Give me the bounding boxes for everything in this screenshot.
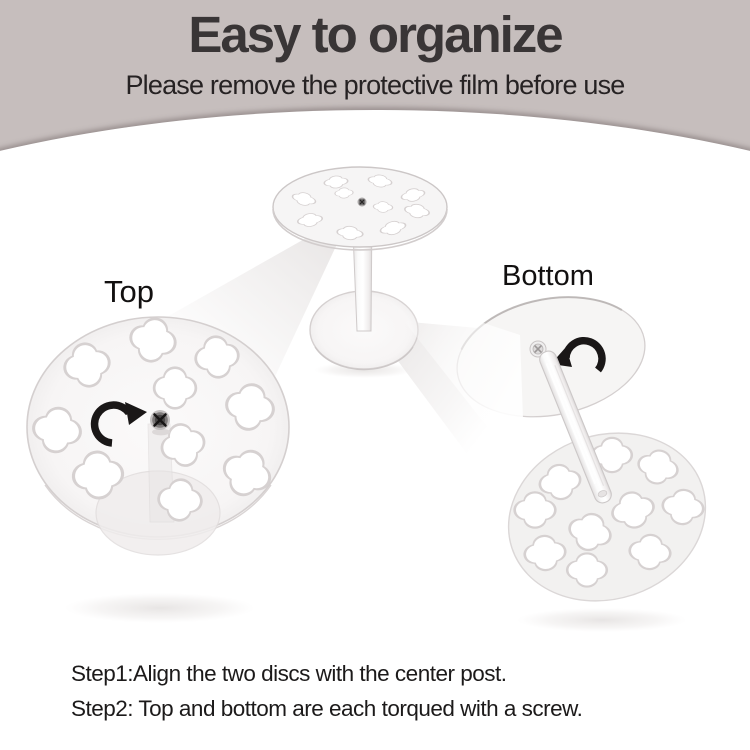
bottom-disc-illustration (378, 282, 727, 632)
step-2: Step2: Top and bottom are each torqued with a screw. (71, 696, 583, 721)
phillips-screw-icon-small (358, 198, 367, 207)
top-disc-illustration (27, 313, 289, 623)
label-top-disc: Top (104, 274, 154, 309)
top-disc-shadow (65, 593, 255, 623)
bottom-disc-shadow (517, 608, 687, 632)
step-1: Step1:Align the two discs with the center post. (71, 661, 507, 686)
assembly-steps (71, 656, 582, 726)
label-bottom-disc: Bottom (502, 260, 594, 292)
page-subtitle: Please remove the protective film before use (125, 70, 625, 100)
header-banner (0, 0, 750, 156)
phillips-screw-icon (150, 410, 170, 430)
page-title: Easy to organize (188, 6, 562, 63)
assembly-illustration (0, 140, 750, 640)
